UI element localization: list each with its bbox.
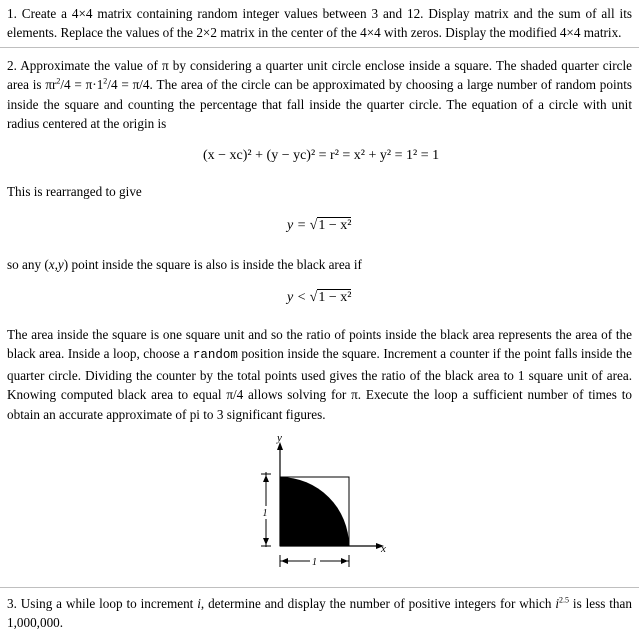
- problem-3-text: 3. Using a while loop to increment i, determine and display the number of positive integers for which $i^{2.5}$ is less than 1,000,000.: [7, 595, 632, 631]
- y-equation: y = √1 − x²: [287, 218, 352, 233]
- quarter-circle-figure: [240, 430, 400, 580]
- quarter-circle: [280, 477, 349, 546]
- horizontal-dimension-label: 1: [312, 557, 317, 568]
- divider: [0, 47, 639, 48]
- circle-equation: (x − xc)² + (y − yc)² = r² = x² + y² = 1² = 1: [203, 148, 440, 163]
- problem-2-paragraph: The area inside the square is one square unit and so the ratio of points inside the black area represents the area of the black area. Inside a loop, choose a random position inside the square. Increment a counter if the point falls inside the quarter circle. Dividing the counter by the total points used gives the ratio of the black area to 1 square unit of area. Knowing computed black area to equal π/4 allows solving for π. Execute the loop a sufficient number of times to obtain an accurate approximate of pi to 3 significant figures.: [7, 327, 633, 422]
- y-axis-label: y: [277, 432, 282, 444]
- code-random: random: [192, 348, 238, 363]
- problem-2-intro: 2. Approximate the value of π by considering a quarter unit circle enclose inside a square. The shaded quarter circle area is $\pi r^2/4 = \pi\cdot 1^2/4 = \pi/4$. The area of the circle can be approximated by choosing a large number of random points inside the square and counting the percentage that fall inside the quarter circle. The equation of a circle with unit radius centered at the origin is: [7, 58, 632, 132]
- problem-1-text: 1. Create a 4×4 matrix containing random integer values between 3 and 12. Display matrix and the sum of all its elements. Replace the values of the 2×2 matrix in the center of the 4×4 with zeros. Display the modified 4×4 matrix.: [7, 6, 632, 41]
- rearranged-text: This is rearranged to give: [7, 184, 142, 199]
- inequality-equation: y < √1 − x²: [287, 290, 352, 305]
- point-condition-text: so any (x,y) point inside the square is also is inside the black area if: [7, 257, 362, 272]
- x-axis-label: x: [381, 543, 386, 555]
- vertical-dimension-label: 1: [262, 508, 268, 519]
- divider: [0, 587, 639, 588]
